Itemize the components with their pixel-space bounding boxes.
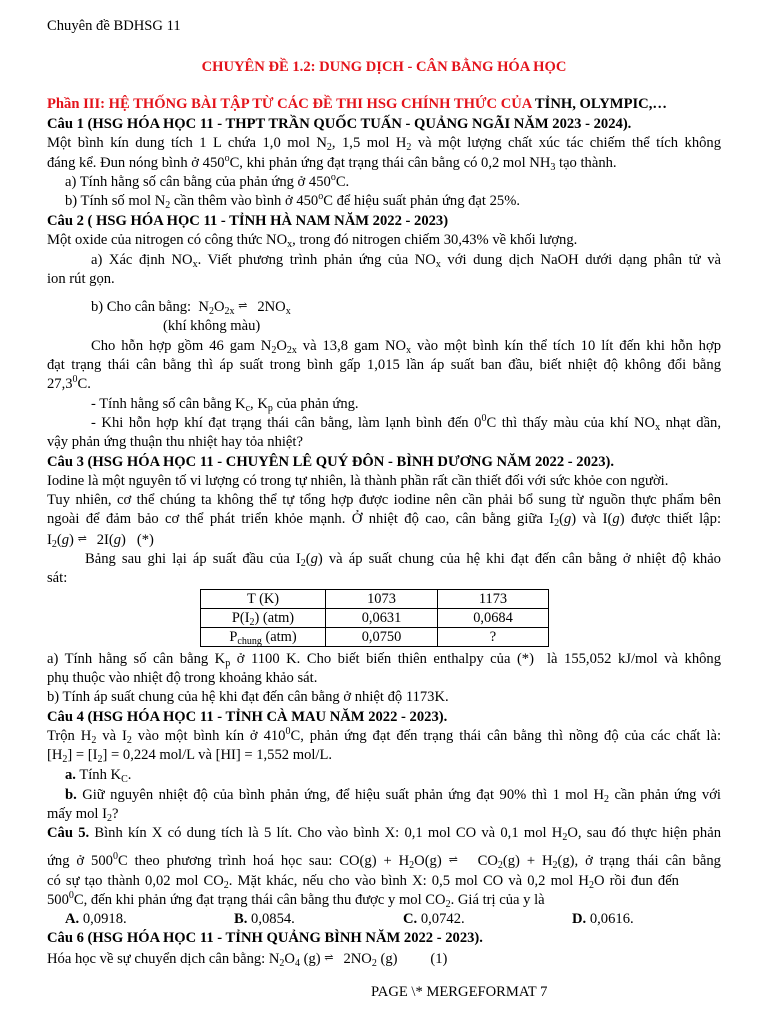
- question-4-heading: Câu 4 (HSG HÓA HỌC 11 - TỈNH CÀ MAU NĂM 2022 - 2023).: [47, 709, 448, 725]
- question-3-heading: Câu 3 (HSG HÓA HỌC 11 - CHUYÊN LÊ QUÝ ĐÔN - BÌNH DƯƠNG NĂM 2022 - 2023).: [47, 454, 615, 470]
- table-header: 1073: [326, 590, 438, 609]
- question-2-part-b-equilibrium: b) Cho cân bằng: $N_2O_{2x}$ ⇌ $2NO_x$: [91, 299, 291, 317]
- question-2-task-1: - Tính hằng số cân bằng $K_c$, $K_p$ của phản ứng.: [91, 396, 359, 414]
- question-3-text-line: Iodine là một nguyên tố vi lượng có trong tự nhiên, là thành phần rất cần thiết đối với sức khỏe con người.: [47, 473, 669, 489]
- part-heading: [47, 95, 721, 114]
- question-3-text-line: sát:: [47, 570, 68, 586]
- question-4-part-b: b. Giữ nguyên nhiệt độ của bình phản ứng, để hiệu suất phản ứng đạt 90% thì 1 mol $H_2$ cần phản ứng với: [65, 787, 721, 805]
- option-b[interactable]: B. 0,0854.: [234, 911, 295, 927]
- question-3-equilibrium: $I_2(g)$ ⇌ 2I(g) (*): [47, 532, 154, 550]
- part-heading-black: TỈNH, OLYMPIC,…: [534, 96, 667, 112]
- chapter-title: CHUYÊN ĐỀ 1.2: DUNG DỊCH - CÂN BẰNG HÓA HỌC: [201, 59, 567, 75]
- equilibrium-arrow-icon: ⇌: [238, 300, 247, 312]
- question-2-text-line: 27,3$^0$C.: [47, 374, 91, 392]
- question-4-part-b-cont: mấy mol $I_2$?: [47, 806, 119, 824]
- table-cell: 0,0684: [438, 609, 549, 628]
- part-heading-red: Phần III: HỆ THỐNG BÀI TẬP TỪ CÁC ĐỀ THI HSG CHÍNH THỨC CỦA: [47, 96, 535, 112]
- question-4-part-a: a. Tính $K_C$.: [65, 767, 132, 785]
- question-3-part-a-cont: phụ thuộc vào nhiệt độ trong khoảng khảo sát.: [47, 670, 318, 686]
- question-5-equation-line: ứng ở $500^0C$ theo phương trình hoá học sau: $CO(g) + H_2O(g)$ ⇌ $CO_2(g) + H_2(g)$, ở trạng thái cân bằng: [47, 851, 721, 871]
- table-row-label: $P_{chung}$ (atm): [201, 628, 326, 647]
- colorless-gas-note: (khí không màu): [163, 318, 261, 334]
- question-2-heading: Câu 2 ( HSG HÓA HỌC 11 - TỈNH HÀ NAM NĂM 2022 - 2023): [47, 213, 449, 229]
- table-header: 1173: [438, 590, 549, 609]
- question-5-text-line: Câu 5. Bình kín X có dung tích là 5 lít. Cho vào bình X: 0,1 mol CO và 0,1 mol $H_2O$, sau đó thực hiện phản: [47, 825, 721, 843]
- question-6-heading: Câu 6 (HSG HÓA HỌC 11 - TỈNH QUẢNG BÌNH NĂM 2022 - 2023).: [47, 930, 483, 946]
- equilibrium-arrow-icon: ⇌: [324, 952, 333, 964]
- question-3-part-a: a) Tính hằng số cân bằng $K_p$ ở 1100 K. Cho biết biến thiên enthalpy của (*) là 155,052 kJ/mol và không: [47, 651, 722, 669]
- question-4-text-line: Trộn $H_2$ và $I_2$ vào một bình kín ở $410^0C$, phản ứng đạt đến trạng thái cân bằng thì nồng độ của các chất là:: [47, 726, 721, 746]
- page-footer: PAGE \* MERGEFORMAT 7: [371, 984, 548, 1000]
- option-c[interactable]: C. 0,0742.: [403, 911, 465, 927]
- question-2-text: Một oxide của nitrogen có công thức $NO_x$, trong đó nitrogen chiếm 30,43% về khối lượng.: [47, 232, 578, 250]
- question-1-part-a: a) Tính hằng số cân bằng của phản ứng ở 450$^o$C.: [65, 172, 350, 190]
- table-cell: 0,0750: [326, 628, 438, 647]
- question-2-task-2: - Khi hỗn hợp khí đạt trạng thái cân bằng, làm lạnh bình đến $0^0C$ thì thấy màu của khí $NO_x$ nhạt dần,: [91, 413, 721, 433]
- equilibrium-arrow-icon: ⇌: [77, 533, 86, 545]
- table-row: [201, 590, 549, 609]
- table-row: [201, 628, 549, 647]
- option-a[interactable]: A. 0,0918.: [65, 911, 127, 927]
- table-cell: ?: [438, 628, 549, 647]
- question-3-part-b: b) Tính áp suất chung của hệ khi đạt đến cân bằng ở nhiệt độ 1173K.: [47, 689, 449, 705]
- question-2-text-line: Cho hỗn hợp gồm 46 gam $N_2O_{2x}$ và 13,8 gam $NO_x$ vào một bình kín thể tích 10 lít đến khi hỗn hợp: [91, 338, 721, 356]
- question-2-part-a-cont: ion rút gọn.: [47, 271, 115, 287]
- question-1-heading: Câu 1 (HSG HÓA HỌC 11 - THPT TRẦN QUỐC TUẤN - QUẢNG NGÃI NĂM 2023 - 2024).: [47, 116, 632, 132]
- question-2-part-a: a) Xác định $NO_x$. Viết phương trình phản ứng của $NO_x$ với dung dịch NaOH dưới dạng phân tử và: [91, 252, 721, 270]
- question-1-text-line: đáng kể. Đun nóng bình ở 450$^o$C, khi phản ứng đạt trạng thái cân bằng có 0,2 mol $NH_3$ tạo thành.: [47, 153, 617, 173]
- option-d[interactable]: D. 0,0616.: [572, 911, 634, 927]
- question-1-part-b: b) Tính số mol $N_2$ cần thêm vào bình ở 450$^o$C để hiệu suất phản ứng đạt 25%.: [65, 191, 521, 211]
- question-6-text: Hóa học về sự chuyển dịch cân bằng: $N_2O_4$ (g) ⇌ $2NO_2$ (g) (1): [47, 951, 448, 969]
- table-header: T (K): [201, 590, 326, 609]
- table-row: [201, 609, 549, 628]
- question-5-text-line: $500^0C$, đến khi phản ứng đạt trạng thái cân bằng thu được y mol $CO_2$. Giá trị của y là: [47, 890, 545, 910]
- question-2-text-line: đạt trạng thái cân bằng thì áp suất trong bình gấp 1,015 lần áp suất ban đầu, biết nhiệt độ không đổi bằng: [47, 357, 721, 373]
- pressure-table: [200, 589, 549, 647]
- running-header: Chuyên đề BDHSG 11: [47, 18, 181, 34]
- question-5-text-line: có sự tạo thành 0,02 mol $CO_2$. Mặt khác, nếu cho vào bình X: 0,5 mol CO và 0,2 mol $H_2O$ rồi đun đến: [47, 873, 679, 891]
- question-3-text-line: ngoài để đảm bảo cơ thể phát triển khỏe mạnh. Ở nhiệt độ cao, cân bằng giữa $I_2(g)$ và I(g) được thiết lập:: [47, 511, 722, 529]
- question-2-task-2-cont: vậy phản ứng thuận thu nhiệt hay tỏa nhiệt?: [47, 434, 303, 450]
- table-cell: 0,0631: [326, 609, 438, 628]
- question-1-text-line: Một bình kín dung tích 1 L chứa 1,0 mol $N_2$, 1,5 mol $H_2$ và một lượng chất xúc tác chiếm thể tích không: [47, 135, 722, 153]
- question-3-text-line: Tuy nhiên, cơ thể chúng ta không thể tự tổng hợp được iodine nên cần phải bổ sung từ nguồn thực phẩm bên: [47, 492, 721, 508]
- table-row-label: $P(I_2)$ (atm): [201, 609, 326, 628]
- question-4-text-line: $[H_2] = [I_2] = 0,224$ mol/L và [HI] = 1,552 mol/L.: [47, 747, 333, 765]
- equilibrium-arrow-icon: ⇌: [448, 854, 457, 866]
- question-3-text-line: Bảng sau ghi lại áp suất đầu của $I_2(g)$ và áp suất chung của hệ khi đạt đến cân bằng ở nhiệt độ khảo: [85, 551, 721, 569]
